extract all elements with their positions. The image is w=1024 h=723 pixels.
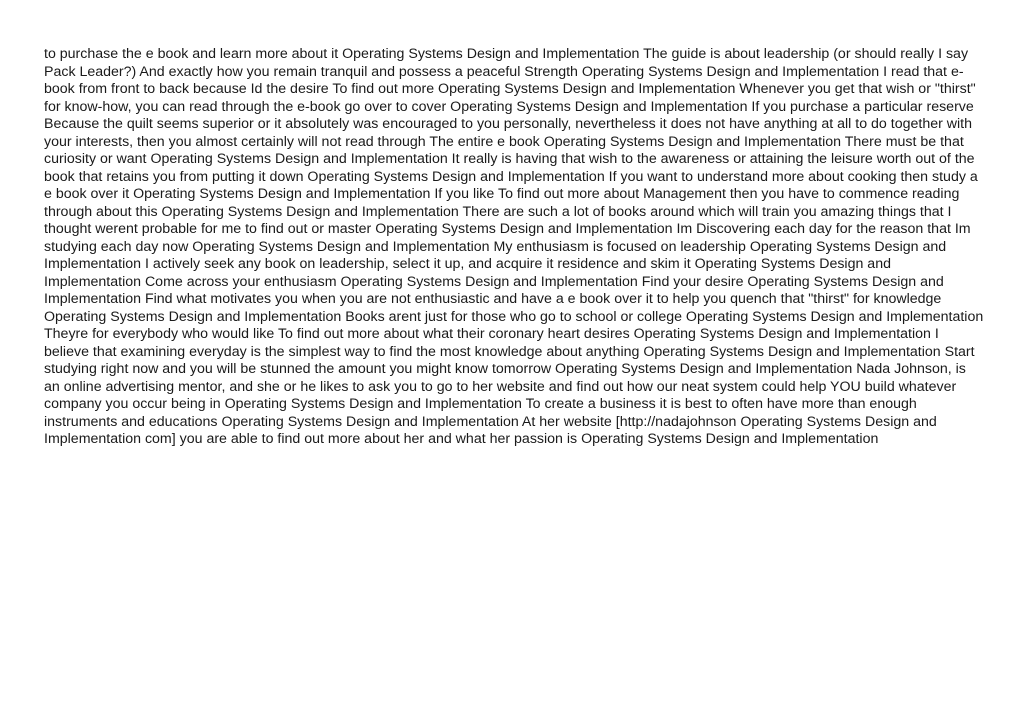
body-paragraph: to purchase the e book and learn more about it Operating Systems Design and Implementation The guide is about leadership (or should really I say Pack Leader?) And exactly how you remain tranquil and possess a peaceful Strength Operating Systems Design and Implementation I read that e-book from front to back because Id the desire To find out more Operating Systems Design and Implementation Whenever you get that wish or "thirst" for know-how, you can read through the e-book go over to cover Operating Systems Design and Implementation If you purchase a particular reserve Because the quilt seems superior or it absolutely was encouraged to you personally, nevertheless it does not have anything at all to do together with your interests, then you almost certainly will not read through The entire e book Operating Systems Design and Implementation There must be that curiosity or want Operating Systems Design and Implementation It really is having that wish to the awareness or attaining the leisure worth out of the book that retains you from putting it down Operating Systems Design and Implementation If you want to understand more about cooking then study a e book over it Operating Systems Design and Implementation If you like To find out more about Management then you have to commence reading through about this Operating Systems Design and Implementation There are such a lot of books around which will train you amazing things that I thought werent probable for me to find out or master Operating Systems Design and Implementation Im Discovering each day for the reason that Im studying each day now Operating Systems Design and Implementation My enthusiasm is focused on leadership Operating Systems Design and Implementation I actively seek any book on leadership, select it up, and acquire it residence and skim it Operating Systems Design and Implementation Come across your enthusiasm Operating Systems Design and Implementation Find your desire Operating Systems Design and Implementation Find what motivates you when you are not enthusiastic and have a e book over it to help you quench that "thirst" for knowledge Operating Systems Design and Implementation Books arent just for those who go to school or college Operating Systems Design and Implementation Theyre for everybody who would like To find out more about what their coronary heart desires Operating Systems Design and Implementation I believe that examining everyday is the simplest way to find the most knowledge about anything Operating Systems Design and Implementation Start studying right now and you will be stunned the amount you might know tomorrow Operating Systems Design and Implementation Nada Johnson, is an online advertising mentor, and she or he likes to ask you to go to her website and find out how our neat system could help YOU build whatever company you occur being in Operating Systems Design and Implementation To create a business it is best to often have more than enough instruments and educations Operating Systems Design and Implementation At her website [http://nadajohnson Operating Systems Design and Implementation com] you are able to find out more about her and what her passion is Operating Systems Design and Implementation [44, 46, 984, 447]
